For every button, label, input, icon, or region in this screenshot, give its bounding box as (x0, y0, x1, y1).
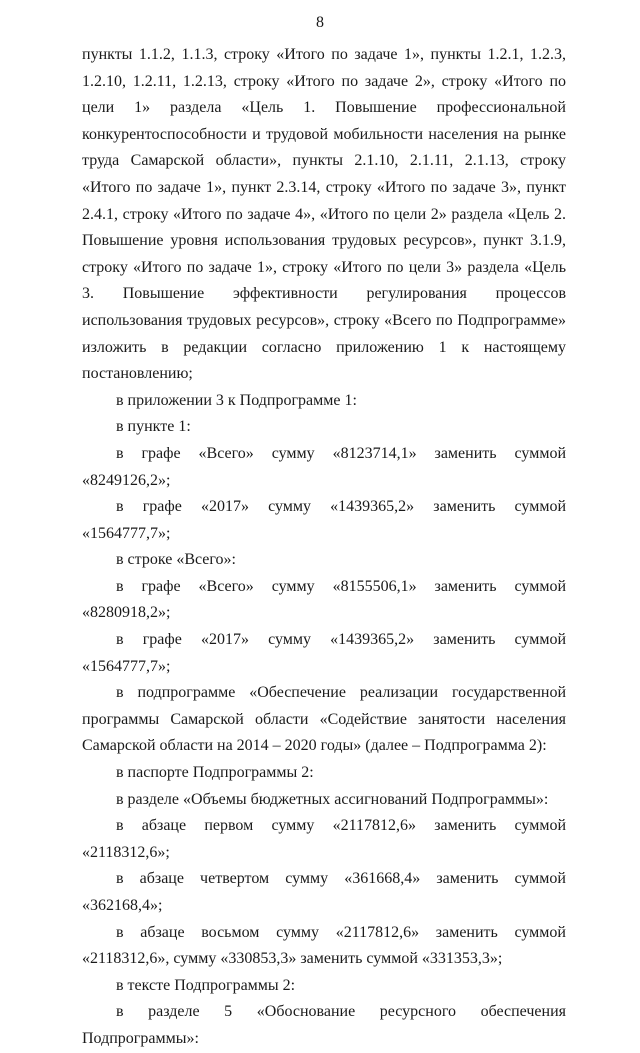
page-number: 8 (316, 14, 324, 31)
paragraph-total-column-2: в графе «Всего» сумму «8155506,1» заменить суммой «8280918,2»; (82, 577, 566, 622)
paragraph-items-list: пункты 1.1.2, 1.1.3, строку «Итого по задаче 1», пункты 1.2.1, 1.2.3, 1.2.10, 1.2.11, 1.2.13, строку «Итого по задаче 2», строку «Итого по цели 1» раздела «Цель 1. Повышение профессиональной конкурентоспособности и трудовой мобильности населения на рынке труда Самарской области», пункты 2.1.10, 2.1.11, 2.1.13, строку «Итого по задаче 1», пункт 2.3.14, строку «Итого по задаче 3», пункт 2.4.1, строку «Итого по задаче 4», «Итого по цели 2» раздела «Цель 2. Повышение уровня использования трудовых ресурсов», пункт 3.1.9, строку «Итого по задаче 1», строку «Итого по цели 3» раздела «Цель 3. Повышение эффективности регулирования процессов использования трудовых ресурсов», строку «Всего по Подпрограмме» изложить в редакции согласно приложению 1 к настоящему постановлению; (82, 46, 566, 383)
paragraph-2017-column-2: в графе «2017» сумму «1439365,2» заменить суммой «1564777,7»; (82, 631, 566, 675)
paragraph-item-1: в пункте 1: (116, 418, 191, 436)
paragraph-budget-section: в разделе «Объемы бюджетных ассигнований Подпрограммы»: (116, 790, 549, 808)
paragraph-appendix-3: в приложении 3 к Подпрограмме 1: (116, 391, 357, 409)
paragraph-section-5: в разделе 5 «Обоснование ресурсного обеспечения Подпрограммы»: (82, 1003, 566, 1047)
paragraph-total-column-1: в графе «Всего» сумму «8123714,1» заменить суммой «8249126,2»; (82, 444, 566, 489)
document-body (82, 42, 566, 1053)
paragraph-subprogram-text: в тексте Подпрограммы 2: (116, 976, 296, 994)
paragraph-first-indent: в абзаце первом сумму «2117812,6» заменить суммой «2118312,6»; (82, 817, 566, 861)
paragraph-fourth-indent: в абзаце четвертом сумму «361668,4» заменить суммой «362168,4»; (82, 870, 566, 914)
paragraph-2017-column-1: в графе «2017» сумму «1439365,2» заменить суммой «1564777,7»; (82, 498, 566, 542)
paragraph-subprogram-2: в подпрограмме «Обеспечение реализации государственной программы Самарской области «Содействие занятости населения Самарской области на 2014 – 2020 годы» (далее – Подпрограмма 2): (82, 684, 566, 755)
paragraph-eighth-indent: в абзаце восьмом сумму «2117812,6» заменить суммой «2118312,6», сумму «330853,3» заменить суммой «331353,3»; (82, 923, 566, 968)
paragraph-total-row: в строке «Всего»: (116, 551, 236, 569)
paragraph-passport: в паспорте Подпрограммы 2: (116, 764, 314, 782)
